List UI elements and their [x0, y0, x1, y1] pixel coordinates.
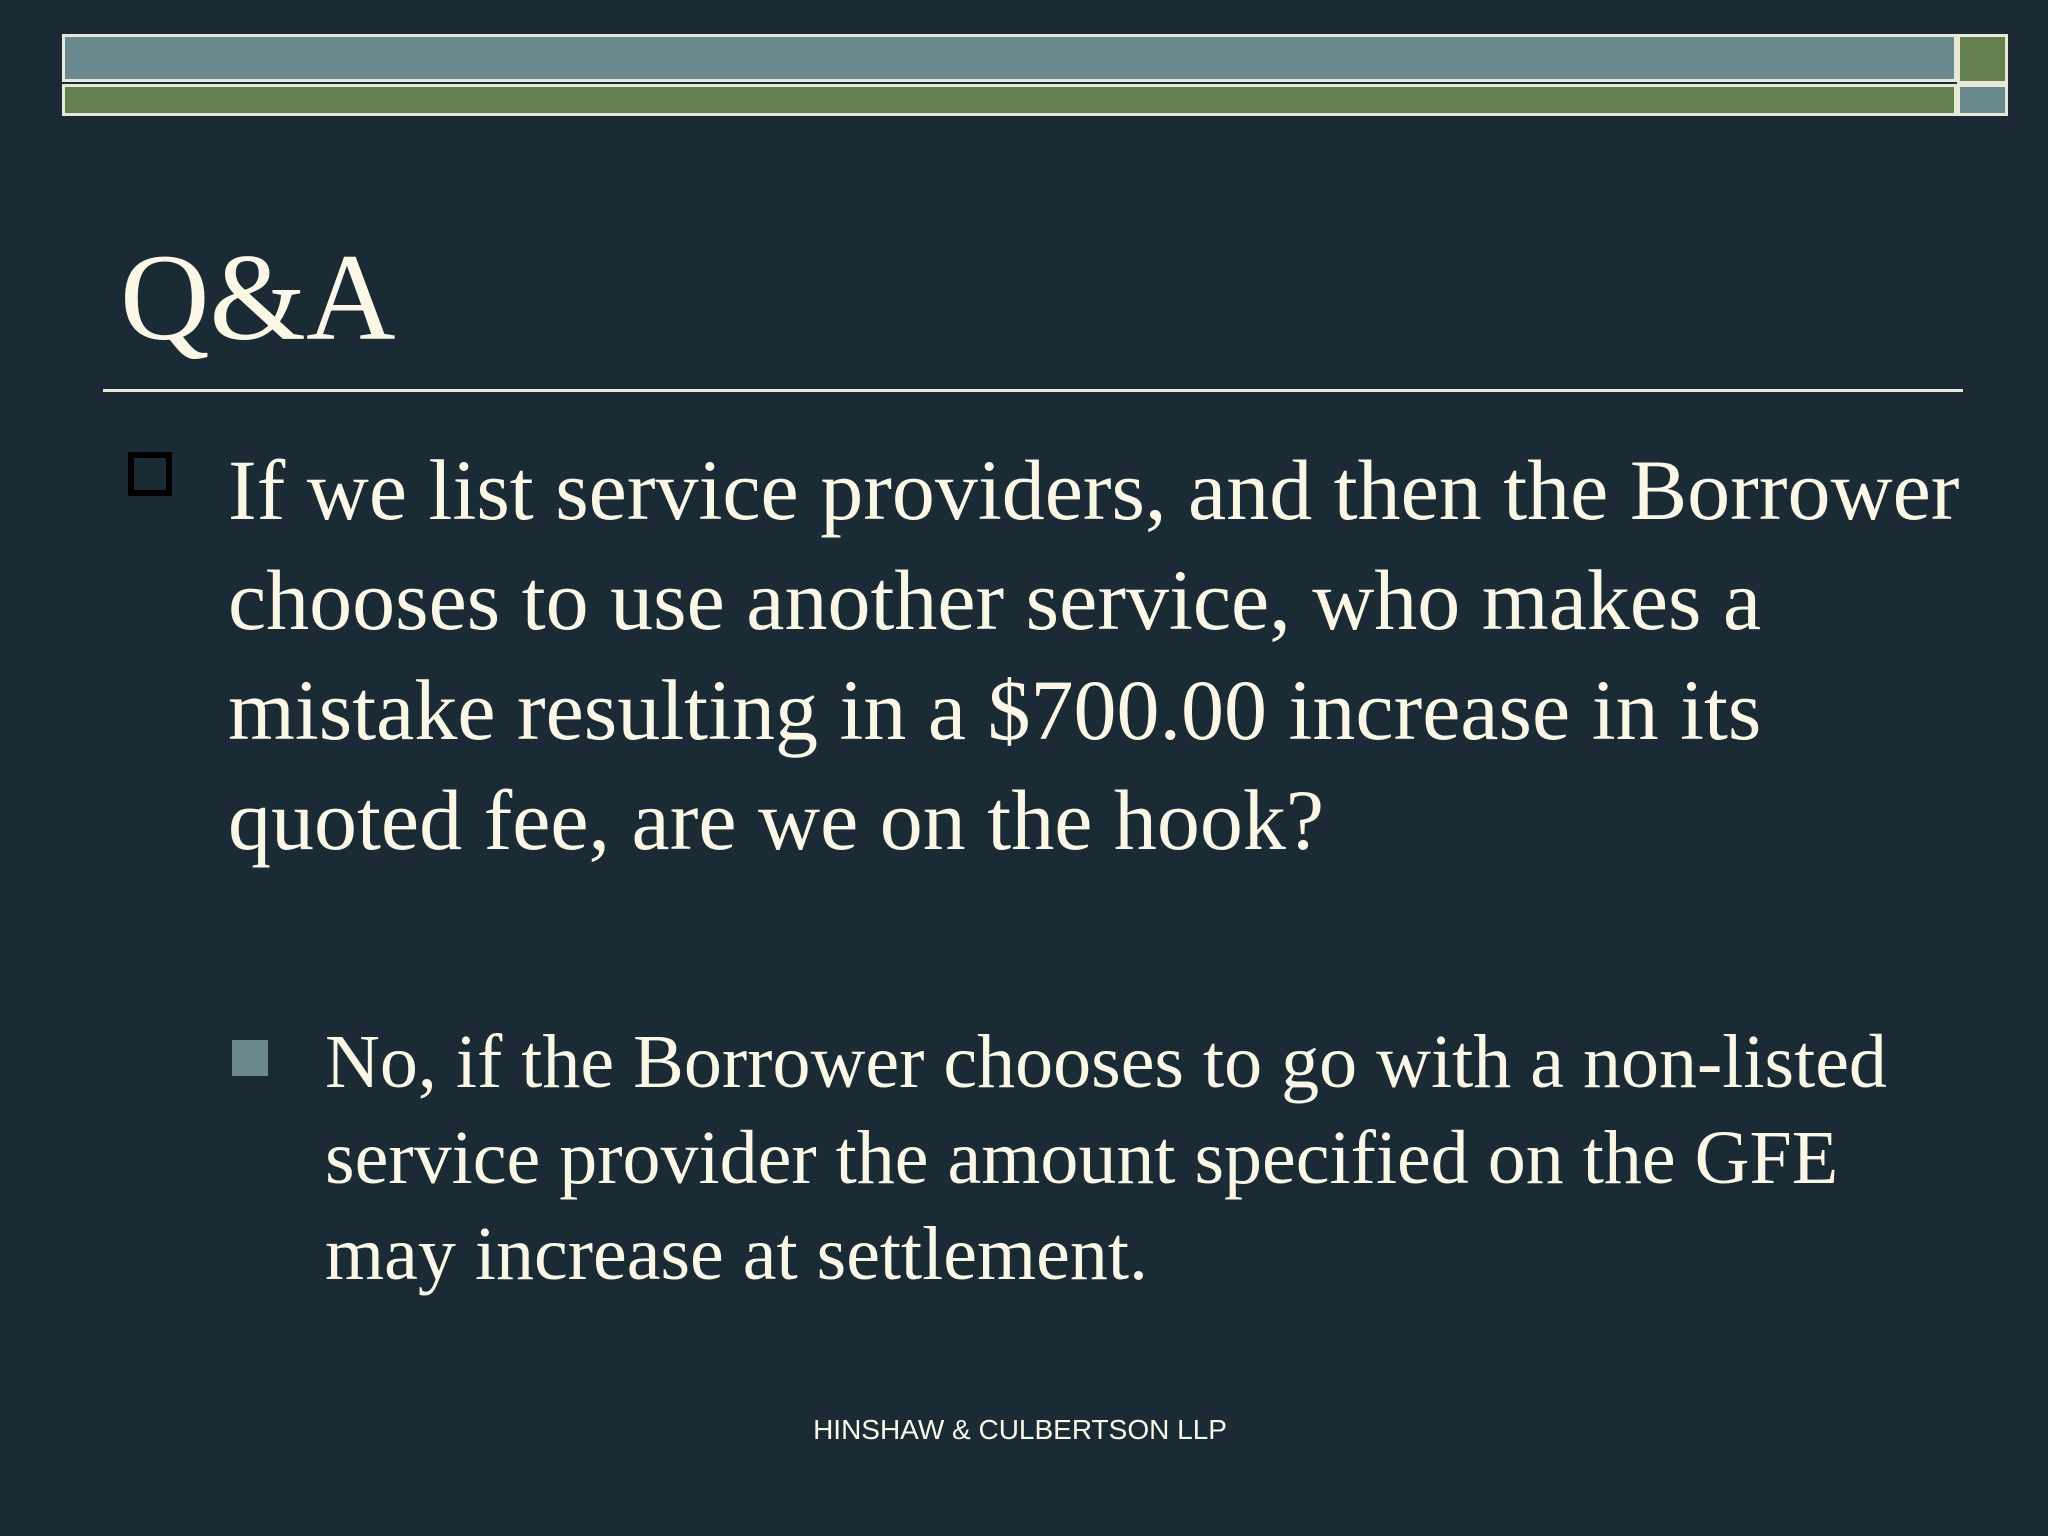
answer-text: No, if the Borrower chooses to go with a non-listed service provider the amount specified on the GFE may increase at settlement. [325, 1020, 1887, 1296]
header-corner-blue [1957, 84, 2008, 116]
footer-firm-name: HINSHAW & CULBERTSON LLP [813, 1414, 1227, 1445]
question-text: If we list service providers, and then the Borrower chooses to use another service, who makes a mistake resulting in a $700.00 increase in its quoted fee, are we on the hook? [228, 442, 1960, 868]
header-band-green [62, 84, 1957, 116]
slide-title: Q&A [120, 229, 396, 366]
header-corner-green [1957, 34, 2008, 84]
title-divider [103, 389, 1963, 392]
header-band-blue [62, 34, 1957, 82]
hollow-square-bullet-icon [128, 452, 172, 496]
filled-square-bullet-icon [232, 1040, 268, 1076]
